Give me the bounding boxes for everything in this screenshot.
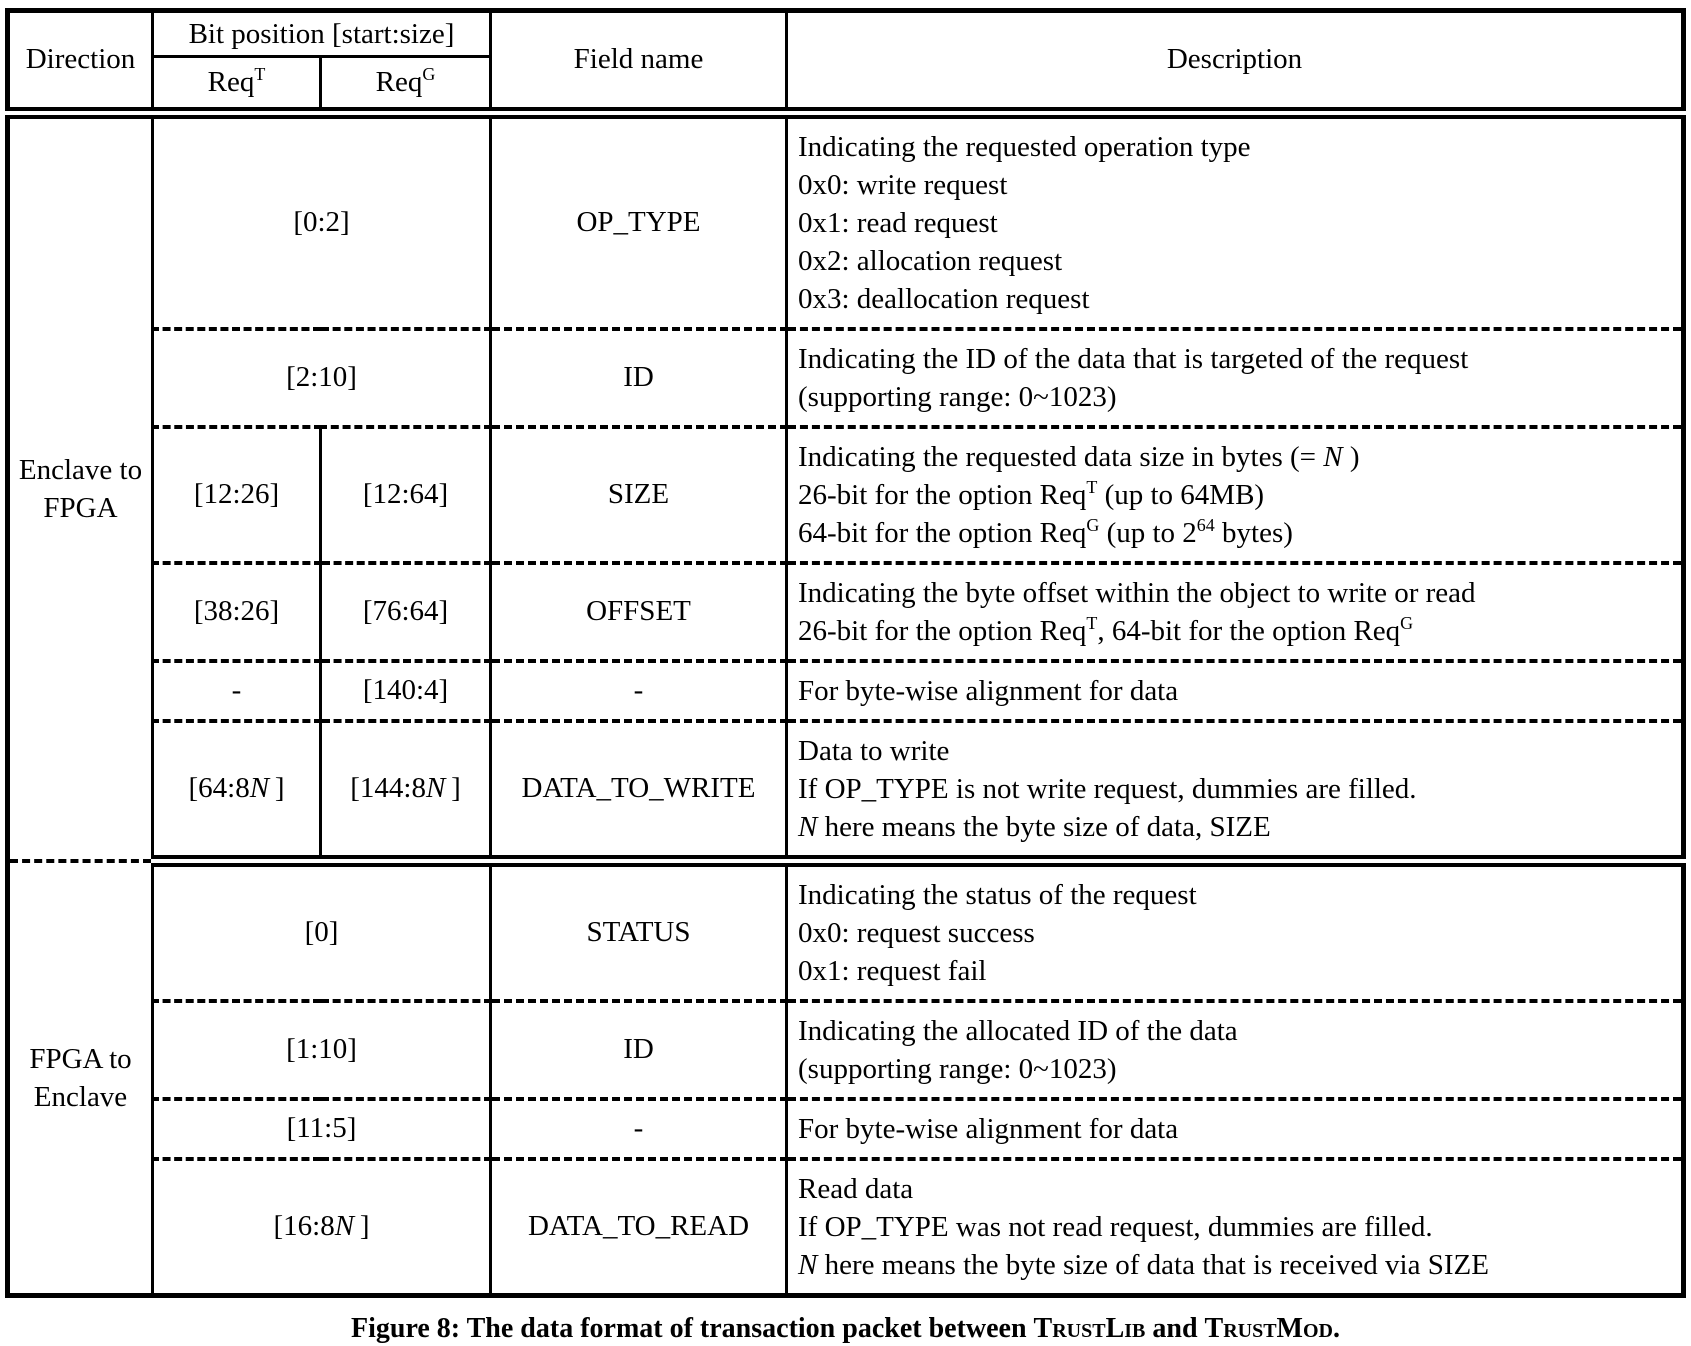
field-name-cell: - bbox=[491, 1099, 787, 1159]
bit-position-cell: [144:8N ] bbox=[321, 721, 491, 861]
field-name-cell: OFFSET bbox=[491, 563, 787, 661]
description-cell: Indicating the allocated ID of the data (supporting range: 0~1023) bbox=[787, 1001, 1684, 1099]
description-cell: Indicating the ID of the data that is targeted of the request (supporting range: 0~1023) bbox=[787, 329, 1684, 427]
header-req-g: Req$^G$ bbox=[321, 57, 491, 113]
bit-position-cell: [2:10] bbox=[153, 329, 491, 427]
header-bit-position: Bit position [start:size] bbox=[153, 11, 491, 57]
field-name-cell: DATA_TO_READ bbox=[491, 1159, 787, 1296]
field-name-cell: DATA_TO_WRITE bbox=[491, 721, 787, 861]
bit-position-cell: [140:4] bbox=[321, 661, 491, 721]
description-cell: Indicating the status of the request 0x0: request success 0x1: request fail bbox=[787, 861, 1684, 1001]
bit-position-cell: - bbox=[153, 661, 321, 721]
bit-position-cell: [11:5] bbox=[153, 1099, 491, 1159]
bit-position-cell: [38:26] bbox=[153, 563, 321, 661]
bit-position-cell: [0:2] bbox=[153, 113, 491, 329]
header-description: Description bbox=[787, 11, 1684, 113]
direction-cell: FPGA to Enclave bbox=[8, 861, 153, 1296]
description-cell: Read data If OP_TYPE was not read request, dummies are filled. N here means the byte size of data that is received via SIZE bbox=[787, 1159, 1684, 1296]
bit-position-cell: [1:10] bbox=[153, 1001, 491, 1099]
header-field-name: Field name bbox=[491, 11, 787, 113]
field-name-cell: - bbox=[491, 661, 787, 721]
bit-position-cell: [64:8N ] bbox=[153, 721, 321, 861]
description-cell: For byte-wise alignment for data bbox=[787, 1099, 1684, 1159]
description-cell: Data to write If OP_TYPE is not write request, dummies are filled. N here means the byte size of data, SIZE bbox=[787, 721, 1684, 861]
table-header bbox=[8, 11, 1684, 113]
bit-position-cell: [0] bbox=[153, 861, 491, 1001]
description-cell: Indicating the requested operation type 0x0: write request 0x1: read request 0x2: allocation request 0x3: deallocation request bbox=[787, 113, 1684, 329]
bit-position-cell: [16:8N ] bbox=[153, 1159, 491, 1296]
header-direction: Direction bbox=[8, 11, 153, 113]
field-name-cell: ID bbox=[491, 329, 787, 427]
direction-cell: Enclave to FPGA bbox=[8, 113, 153, 861]
description-cell: For byte-wise alignment for data bbox=[787, 661, 1684, 721]
description-cell: Indicating the byte offset within the object to write or read 26-bit for the option Req$^T$, 64-bit for the option Req$^G$ bbox=[787, 563, 1684, 661]
field-name-cell: OP_TYPE bbox=[491, 113, 787, 329]
field-name-cell: SIZE bbox=[491, 427, 787, 563]
field-name-cell: ID bbox=[491, 1001, 787, 1099]
field-name-cell: STATUS bbox=[491, 861, 787, 1001]
table-body bbox=[8, 113, 1684, 1296]
figure-caption: Figure 8: The data format of transaction packet between TrustLib and TrustMod. bbox=[351, 1312, 1340, 1344]
bit-position-cell: [12:26] bbox=[153, 427, 321, 563]
bit-position-cell: [76:64] bbox=[321, 563, 491, 661]
packet-format-table bbox=[5, 8, 1686, 1298]
header-req-t: Req$^T$ bbox=[153, 57, 321, 113]
bit-position-cell: [12:64] bbox=[321, 427, 491, 563]
description-cell: Indicating the requested data size in bytes (= N ) 26-bit for the option Req$^T$ (up to 64MB) 64-bit for the option Req$^G$ (up to $2^{64}$ bytes) bbox=[787, 427, 1684, 563]
